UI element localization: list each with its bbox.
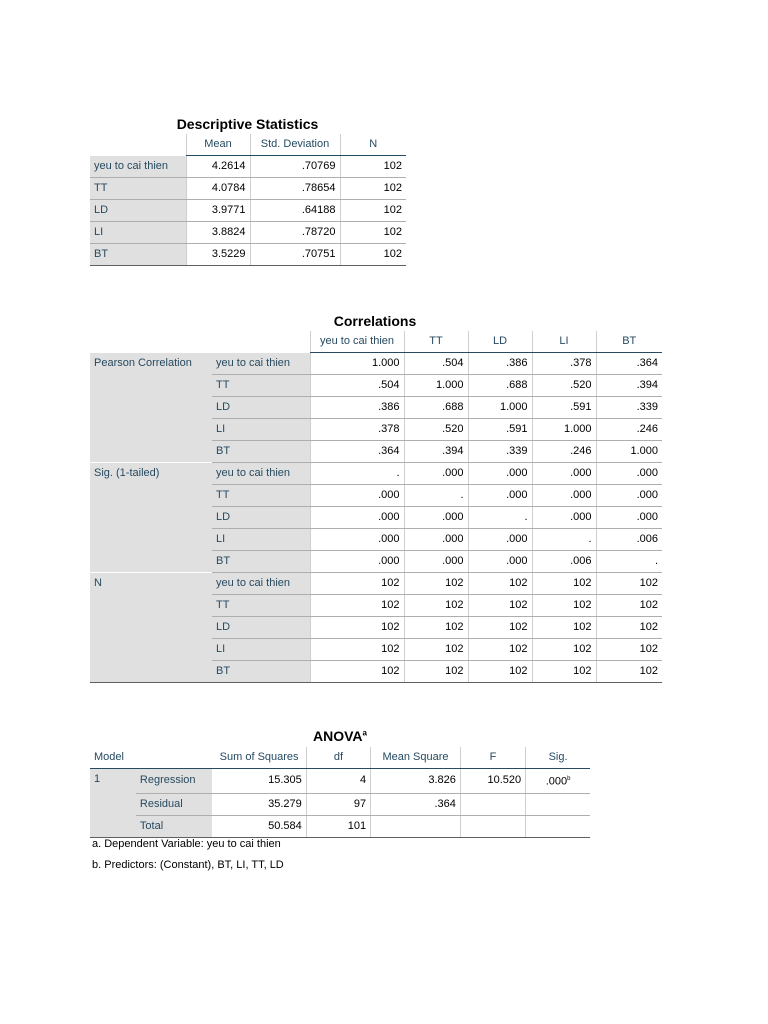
descriptive-header-row — [90, 134, 406, 156]
group-label: Sig. (1-tailed) — [90, 463, 212, 573]
row-label: LD — [90, 200, 186, 222]
col-header-mean-square: Mean Square — [371, 747, 461, 769]
value-cell: .000 — [532, 463, 596, 485]
sig-cell — [526, 793, 590, 815]
f-cell — [460, 815, 525, 837]
df-cell: 97 — [306, 793, 370, 815]
table-row — [90, 815, 590, 837]
mean-cell: 3.8824 — [186, 222, 250, 244]
value-cell: 1.000 — [596, 441, 662, 463]
row-label: yeu to cai thien — [212, 353, 310, 375]
descriptive-table — [90, 134, 406, 266]
value-cell: .520 — [532, 375, 596, 397]
sig-value: .000 — [545, 775, 568, 788]
n-cell: 102 — [340, 222, 406, 244]
value-cell: .364 — [310, 441, 404, 463]
value-cell: 102 — [532, 617, 596, 639]
row-label: LI — [90, 222, 186, 244]
model-number: 1 — [90, 769, 136, 838]
value-cell: 102 — [532, 639, 596, 661]
mean-square-cell: .364 — [371, 793, 461, 815]
n-cell: 102 — [340, 178, 406, 200]
row-label: LI — [212, 639, 310, 661]
value-cell: .591 — [468, 419, 532, 441]
value-cell: .339 — [468, 441, 532, 463]
value-cell: 102 — [468, 573, 532, 595]
value-cell: 102 — [532, 573, 596, 595]
table-row — [90, 244, 406, 266]
col-header: LI — [532, 331, 596, 353]
value-cell: 102 — [404, 661, 468, 683]
value-cell: 102 — [468, 661, 532, 683]
corner-cell — [90, 331, 212, 353]
value-cell: .378 — [310, 419, 404, 441]
correlations-title: Correlations — [333, 313, 417, 329]
std-deviation-cell: .64188 — [250, 200, 340, 222]
col-header-f: F — [460, 747, 525, 769]
col-header-df: df — [306, 747, 370, 769]
value-cell: .000 — [404, 463, 468, 485]
col-header-std-deviation: Std. Deviation — [250, 134, 340, 156]
value-cell: . — [404, 485, 468, 507]
value-cell: 102 — [596, 617, 662, 639]
row-label: LD — [212, 507, 310, 529]
value-cell: .000 — [596, 485, 662, 507]
value-cell: 102 — [404, 617, 468, 639]
col-header: TT — [404, 331, 468, 353]
value-cell: 1.000 — [532, 419, 596, 441]
col-header-n: N — [340, 134, 406, 156]
row-label: TT — [212, 485, 310, 507]
std-deviation-cell: .70769 — [250, 156, 340, 178]
value-cell: .504 — [404, 353, 468, 375]
value-cell: 102 — [310, 661, 404, 683]
value-cell: 102 — [468, 617, 532, 639]
value-cell: 102 — [596, 573, 662, 595]
mean-square-cell: 3.826 — [371, 769, 461, 794]
value-cell: .688 — [468, 375, 532, 397]
value-cell: 102 — [468, 639, 532, 661]
table-row — [90, 769, 590, 794]
value-cell: 102 — [310, 639, 404, 661]
anova-table — [90, 747, 590, 838]
value-cell: .246 — [596, 419, 662, 441]
anova-title-footnote-mark: a — [362, 728, 367, 738]
row-label: TT — [212, 595, 310, 617]
col-header: BT — [596, 331, 662, 353]
df-cell: 4 — [306, 769, 370, 794]
n-cell: 102 — [340, 244, 406, 266]
correlations-table — [90, 331, 662, 683]
table-row — [90, 222, 406, 244]
value-cell: . — [310, 463, 404, 485]
value-cell: .386 — [468, 353, 532, 375]
value-cell: 102 — [404, 595, 468, 617]
row-label: BT — [90, 244, 186, 266]
anova-footnote-a: a. Dependent Variable: yeu to cai thien — [92, 838, 281, 850]
value-cell: 102 — [532, 661, 596, 683]
mean-square-cell — [371, 815, 461, 837]
mean-cell: 4.2614 — [186, 156, 250, 178]
value-cell: .000 — [310, 551, 404, 573]
group-label: Pearson Correlation — [90, 353, 212, 463]
group-label: N — [90, 573, 212, 683]
row-label: BT — [212, 441, 310, 463]
anova-title-text: ANOVA — [313, 728, 363, 744]
row-label: Total — [136, 815, 213, 837]
mean-cell: 3.5229 — [186, 244, 250, 266]
sig-cell — [526, 815, 590, 837]
value-cell: .000 — [468, 529, 532, 551]
value-cell: .339 — [596, 397, 662, 419]
mean-cell: 3.9771 — [186, 200, 250, 222]
value-cell: .378 — [532, 353, 596, 375]
col-header-model: Model — [90, 747, 212, 769]
row-label: yeu to cai thien — [90, 156, 186, 178]
row-label: LI — [212, 529, 310, 551]
value-cell: .000 — [404, 507, 468, 529]
sig-cell — [526, 769, 590, 794]
row-label: LI — [212, 419, 310, 441]
row-label: Residual — [136, 793, 213, 815]
value-cell: 102 — [468, 595, 532, 617]
value-cell: . — [468, 507, 532, 529]
value-cell: 102 — [596, 595, 662, 617]
std-deviation-cell: .78720 — [250, 222, 340, 244]
table-row — [90, 463, 662, 485]
value-cell: .006 — [532, 551, 596, 573]
value-cell: .246 — [532, 441, 596, 463]
row-label: Regression — [136, 769, 213, 794]
value-cell: 102 — [310, 573, 404, 595]
row-label: yeu to cai thien — [212, 573, 310, 595]
value-cell: 1.000 — [404, 375, 468, 397]
table-row — [90, 793, 590, 815]
value-cell: 1.000 — [468, 397, 532, 419]
value-cell: .591 — [532, 397, 596, 419]
corner-cell — [212, 331, 310, 353]
col-header-sum-of-squares: Sum of Squares — [212, 747, 306, 769]
value-cell: 102 — [404, 639, 468, 661]
value-cell: .688 — [404, 397, 468, 419]
mean-cell: 4.0784 — [186, 178, 250, 200]
value-cell: . — [532, 529, 596, 551]
sum-of-squares-cell: 50.584 — [212, 815, 306, 837]
f-cell: 10.520 — [460, 769, 525, 794]
std-deviation-cell: .78654 — [250, 178, 340, 200]
value-cell: . — [596, 551, 662, 573]
table-row — [90, 178, 406, 200]
value-cell: 102 — [596, 639, 662, 661]
table-row — [90, 353, 662, 375]
anova-header-row — [90, 747, 590, 769]
corner-cell — [90, 134, 186, 156]
sig-footnote-mark: b — [567, 776, 571, 782]
value-cell: .000 — [596, 463, 662, 485]
row-label: yeu to cai thien — [212, 463, 310, 485]
n-cell: 102 — [340, 200, 406, 222]
n-cell: 102 — [340, 156, 406, 178]
table-row — [90, 573, 662, 595]
value-cell: 102 — [532, 595, 596, 617]
value-cell: 102 — [310, 617, 404, 639]
value-cell: .000 — [310, 507, 404, 529]
value-cell: .000 — [468, 463, 532, 485]
col-header: yeu to cai thien — [310, 331, 404, 353]
row-label: LD — [212, 617, 310, 639]
value-cell: .364 — [596, 353, 662, 375]
row-label: BT — [212, 661, 310, 683]
value-cell: .386 — [310, 397, 404, 419]
value-cell: .520 — [404, 419, 468, 441]
value-cell: 102 — [596, 661, 662, 683]
row-label: LD — [212, 397, 310, 419]
value-cell: .000 — [468, 551, 532, 573]
value-cell: 1.000 — [310, 353, 404, 375]
anova-title — [290, 728, 390, 744]
value-cell: .000 — [310, 485, 404, 507]
df-cell: 101 — [306, 815, 370, 837]
value-cell: .394 — [404, 441, 468, 463]
table-row — [90, 156, 406, 178]
value-cell: .000 — [468, 485, 532, 507]
f-cell — [460, 793, 525, 815]
sum-of-squares-cell: 15.305 — [212, 769, 306, 794]
value-cell: .000 — [404, 551, 468, 573]
std-deviation-cell: .70751 — [250, 244, 340, 266]
value-cell: .006 — [596, 529, 662, 551]
value-cell: .000 — [596, 507, 662, 529]
correlations-header-row — [90, 331, 662, 353]
table-row — [90, 200, 406, 222]
value-cell: 102 — [404, 573, 468, 595]
col-header-mean: Mean — [186, 134, 250, 156]
value-cell: 102 — [310, 595, 404, 617]
value-cell: .000 — [532, 507, 596, 529]
value-cell: .504 — [310, 375, 404, 397]
row-label: TT — [90, 178, 186, 200]
value-cell: .394 — [596, 375, 662, 397]
value-cell: .000 — [310, 529, 404, 551]
sum-of-squares-cell: 35.279 — [212, 793, 306, 815]
col-header: LD — [468, 331, 532, 353]
descriptive-title: Descriptive Statistics — [176, 116, 319, 132]
value-cell: .000 — [532, 485, 596, 507]
row-label: TT — [212, 375, 310, 397]
col-header-sig: Sig. — [526, 747, 590, 769]
row-label: BT — [212, 551, 310, 573]
value-cell: .000 — [404, 529, 468, 551]
anova-footnote-b: b. Predictors: (Constant), BT, LI, TT, LD — [92, 859, 284, 871]
